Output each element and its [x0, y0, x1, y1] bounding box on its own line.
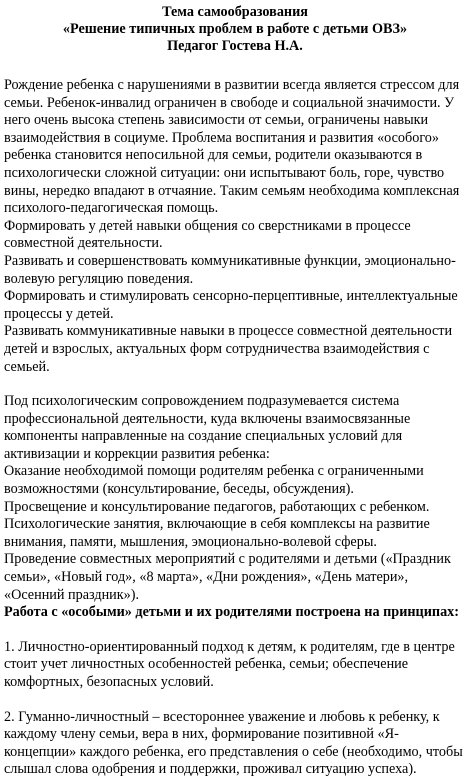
- document-header: [4, 4, 466, 55]
- intro-paragraph: Рождение ребенка с нарушениями в развитии всегда является стрессом для семьи. Ребенок-инвалид ограничен в свободе и социальной значимости. У него очень высока степень зависимости от семьи, ограничены навыки взаимодействия в социуме. Проблема воспитания и развития «особого» ребенка становится непосильной для семьи, родители оказываются в психологически сложной ситуации: они испытывают боль, горе, чувство вины, нередко впадают в отчаяние. Таким семьям необходима комплексная психолого-педагогическая помощь.: [4, 77, 460, 217]
- goal-communication: Формировать у детей навыки общения со сверстниками в процессе совместной деятельности.: [4, 217, 411, 252]
- support-sessions: Психологические занятия, включающие в себя комплексы на развитие внимания, памяти, мышления, эмоционально-волевой сферы.: [4, 516, 430, 550]
- header-author: Педагог Гостева Н.А.: [167, 38, 303, 54]
- support-parents: Оказание необходимой помощи родителям ребенка с ограниченными возможностями (консультирование, беседы, обсуждения).: [4, 463, 424, 498]
- goal-regulation: Развивать и совершенствовать коммуникативные функции, эмоционально-волевую регуляцию поведения.: [4, 252, 456, 287]
- principle-1: 1. Личностно-ориентированный подход к детям, к родителям, где в центре стоит учет личностных особенностей ребенка, семьи; обеспечение комфортных, безопасных условий.: [4, 638, 455, 690]
- principles-heading: Работа с «особыми» детьми и их родителями построена на принципах:: [4, 604, 459, 621]
- header-title: «Решение типичных проблем в работе с детьми ОВЗ»: [62, 21, 408, 37]
- goal-sensory: Формировать и стимулировать сенсорно-перцептивные, интеллектуальные процессы у детей.: [4, 288, 458, 322]
- header-topic: Тема самообразования: [162, 4, 308, 20]
- principle-2: 2. Гуманно-личностный – всестороннее уважение и любовь к ребенку, к каждому члену семьи, вера в них, формирование позитивной «Я-концепции» каждого ребенка, его представления о себе (необходимо, чтобы слышал слова одобрения и поддержки, проживал ситуацию успеха).: [4, 708, 463, 778]
- goal-cooperation: Развивать коммуникативные навыки в процессе совместной деятельности детей и взрослых, актуальных форм сотрудничества взаимодействия с семьей.: [4, 323, 453, 375]
- support-teachers: Просвещение и консультирование педагогов, работающих с ребенком.: [4, 498, 430, 515]
- support-events: Проведение совместных мероприятий с родителями и детьми («Праздник семьи», «Новый год», «8 марта», «Дни рождения», «День матери», «Осенний праздник»).: [4, 551, 451, 603]
- support-definition: Под психологическим сопровождением подразумевается система профессиональной деятельности, куда включены взаимосвязанные компоненты направленные на создание специальных условий для активизации и коррекции развития ребенка:: [4, 393, 411, 462]
- spacer: [4, 376, 466, 393]
- spacer: [4, 692, 466, 709]
- spacer: [4, 622, 466, 639]
- spacer: [4, 55, 466, 77]
